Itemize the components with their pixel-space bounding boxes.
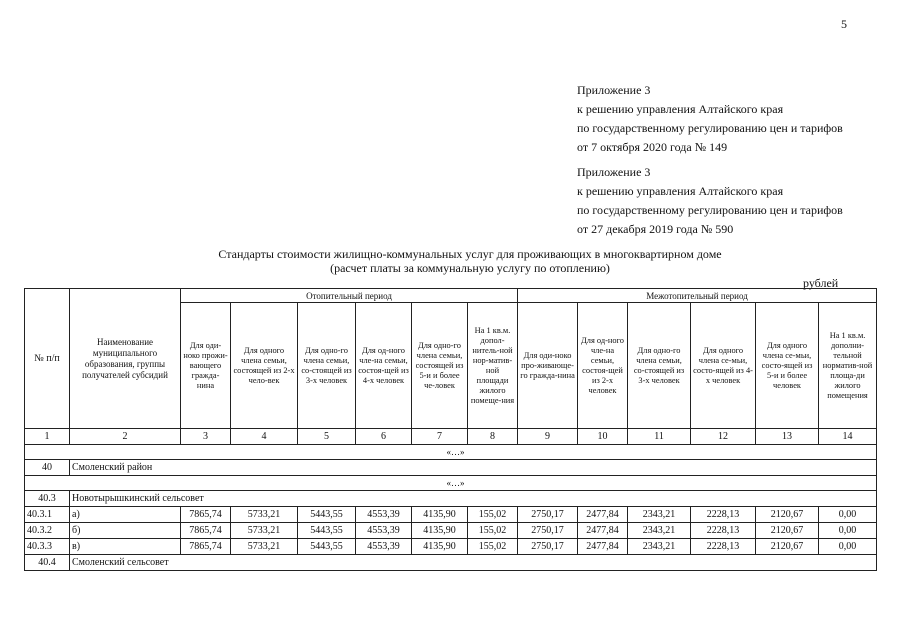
appendix-title: Приложение 3 bbox=[577, 165, 651, 179]
page-number: 5 bbox=[841, 17, 847, 31]
table-row bbox=[25, 507, 877, 523]
table-cell: 5733,21 bbox=[231, 507, 298, 523]
section-row bbox=[25, 491, 877, 507]
column-number: 6 bbox=[356, 429, 412, 445]
column-header-nonheating: Для одно-го члена семьи, со-стоящей из 3-х человек bbox=[628, 303, 691, 429]
table-cell: 4135,90 bbox=[412, 523, 468, 539]
section-name: Смоленский район bbox=[70, 460, 877, 476]
table-cell: 7865,74 bbox=[181, 523, 231, 539]
table-cell: 155,02 bbox=[468, 523, 518, 539]
appendix-title: Приложение 3 bbox=[577, 83, 651, 97]
table-cell: 2477,84 bbox=[578, 507, 628, 523]
column-number: 2 bbox=[70, 429, 181, 445]
tariff-table bbox=[24, 288, 877, 571]
table-row bbox=[25, 539, 877, 555]
table-cell: 7865,74 bbox=[181, 539, 231, 555]
row-code: 40.3.3 bbox=[25, 539, 70, 555]
appendix-block-previous bbox=[577, 163, 843, 239]
row-code: 40 bbox=[25, 460, 70, 476]
document-title-line: Стандарты стоимости жилищно-коммунальных услуг для проживающих в многоквартирном доме bbox=[218, 247, 722, 261]
column-number-row bbox=[25, 429, 877, 445]
group-name: б) bbox=[70, 523, 181, 539]
column-header-nonheating: Для оди-ноко про-живающе-го гражда-нина bbox=[518, 303, 578, 429]
column-number: 12 bbox=[691, 429, 756, 445]
column-header-heating: Для одно-го члена семьи, состоящей из 5-и и более че-ловек bbox=[412, 303, 468, 429]
table-cell: 2120,67 bbox=[756, 507, 819, 523]
table-cell: 5443,55 bbox=[298, 539, 356, 555]
column-header-nonheating: Для од-ного чле-на семьи, состоя-щей из 2-х человек bbox=[578, 303, 628, 429]
table-cell: 5733,21 bbox=[231, 523, 298, 539]
table-cell: 2343,21 bbox=[628, 523, 691, 539]
column-number: 5 bbox=[298, 429, 356, 445]
row-code: 40.3.2 bbox=[25, 523, 70, 539]
table-cell: 2750,17 bbox=[518, 507, 578, 523]
document-title bbox=[150, 247, 790, 275]
section-row bbox=[25, 460, 877, 476]
column-header-heating: На 1 кв.м. допол-нитель-ной нор-матив-ной площади жилого помеще-ния bbox=[468, 303, 518, 429]
column-header-heating: Для од-ного чле-на семьи, состоя-щей из 4-х человек bbox=[356, 303, 412, 429]
table-cell: 7865,74 bbox=[181, 507, 231, 523]
section-name: Новотырышкинский сельсовет bbox=[70, 491, 877, 507]
column-number: 8 bbox=[468, 429, 518, 445]
appendix-block-current bbox=[577, 81, 843, 157]
table-cell: 4553,39 bbox=[356, 507, 412, 523]
column-header-nonheating: Для одного члена се-мьи, состо-ящей из 4-х человек bbox=[691, 303, 756, 429]
column-header-heating: Для оди-ноко прожи-вающего гражда-нина bbox=[181, 303, 231, 429]
column-header-nonheating: На 1 кв.м. дополни-тельной норматив-ной площа-ди жилого помещения bbox=[819, 303, 877, 429]
column-header-number: № п/п bbox=[25, 289, 70, 429]
column-header-name: Наименование муниципального образования, группы получателей субсидий bbox=[70, 289, 181, 429]
table-cell: 2120,67 bbox=[756, 539, 819, 555]
ellipsis-row bbox=[25, 476, 877, 491]
table-cell: 5443,55 bbox=[298, 523, 356, 539]
table-cell: 2750,17 bbox=[518, 523, 578, 539]
column-header-nonheating: Для одного члена се-мьи, состо-ящей из 5-и и более человек bbox=[756, 303, 819, 429]
column-header-heating: Для одного члена семьи, состоящей из 2-х чело-век bbox=[231, 303, 298, 429]
table-cell: 0,00 bbox=[819, 523, 877, 539]
ellipsis-cell: «…» bbox=[25, 476, 877, 491]
document-subtitle: (расчет платы за коммунальную услугу по отоплению) bbox=[330, 261, 610, 275]
row-code: 40.3.1 bbox=[25, 507, 70, 523]
table-cell: 2343,21 bbox=[628, 539, 691, 555]
column-number: 3 bbox=[181, 429, 231, 445]
row-code: 40.4 bbox=[25, 555, 70, 571]
column-number: 4 bbox=[231, 429, 298, 445]
column-number: 1 bbox=[25, 429, 70, 445]
column-number: 13 bbox=[756, 429, 819, 445]
header-group-row bbox=[25, 289, 877, 303]
column-number: 9 bbox=[518, 429, 578, 445]
table-cell: 2120,67 bbox=[756, 523, 819, 539]
table-cell: 5733,21 bbox=[231, 539, 298, 555]
section-row bbox=[25, 555, 877, 571]
table-cell: 4135,90 bbox=[412, 507, 468, 523]
unit-label: рублей bbox=[803, 276, 839, 290]
group-header-nonheating: Межотопительный период bbox=[518, 289, 877, 303]
table-cell: 0,00 bbox=[819, 539, 877, 555]
group-name: а) bbox=[70, 507, 181, 523]
column-number: 11 bbox=[628, 429, 691, 445]
table-cell: 155,02 bbox=[468, 539, 518, 555]
group-header-heating: Отопительный период bbox=[181, 289, 518, 303]
appendix-line: от 27 декабря 2019 года № 590 bbox=[577, 222, 734, 236]
group-name: в) bbox=[70, 539, 181, 555]
table-row bbox=[25, 523, 877, 539]
column-number: 10 bbox=[578, 429, 628, 445]
appendix-line: по государственному регулированию цен и тарифов bbox=[577, 121, 843, 135]
column-header-heating: Для одно-го члена семьи, со-стоящей из 3-х человек bbox=[298, 303, 356, 429]
row-code: 40.3 bbox=[25, 491, 70, 507]
table-cell: 155,02 bbox=[468, 507, 518, 523]
appendix-line: по государственному регулированию цен и тарифов bbox=[577, 203, 843, 217]
table-body bbox=[25, 445, 877, 571]
appendix-line: к решению управления Алтайского края bbox=[577, 184, 784, 198]
table-cell: 2228,13 bbox=[691, 523, 756, 539]
table-cell: 2228,13 bbox=[691, 507, 756, 523]
table-cell: 4553,39 bbox=[356, 523, 412, 539]
column-number: 7 bbox=[412, 429, 468, 445]
section-name: Смоленский сельсовет bbox=[70, 555, 877, 571]
table-cell: 2750,17 bbox=[518, 539, 578, 555]
table-cell: 2477,84 bbox=[578, 539, 628, 555]
table-cell: 2477,84 bbox=[578, 523, 628, 539]
table-cell: 5443,55 bbox=[298, 507, 356, 523]
table-cell: 0,00 bbox=[819, 507, 877, 523]
table-cell: 4135,90 bbox=[412, 539, 468, 555]
table-cell: 2343,21 bbox=[628, 507, 691, 523]
column-number: 14 bbox=[819, 429, 877, 445]
table-cell: 2228,13 bbox=[691, 539, 756, 555]
ellipsis-cell: «…» bbox=[25, 445, 877, 460]
ellipsis-row bbox=[25, 445, 877, 460]
table-cell: 4553,39 bbox=[356, 539, 412, 555]
appendix-line: от 7 октября 2020 года № 149 bbox=[577, 140, 728, 154]
appendix-line: к решению управления Алтайского края bbox=[577, 102, 784, 116]
